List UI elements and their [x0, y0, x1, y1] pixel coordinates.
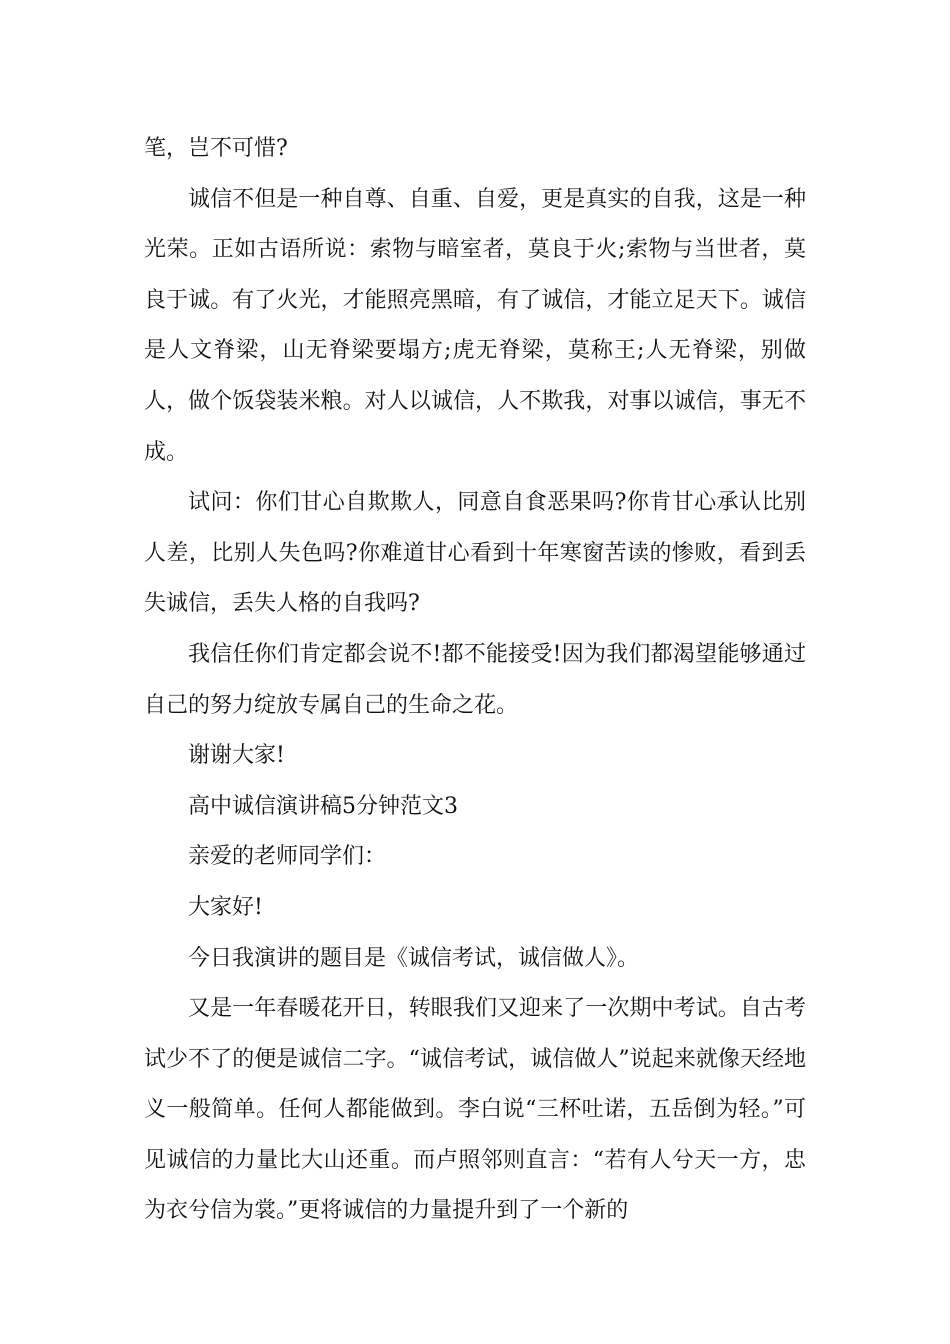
document-body: [144, 124, 806, 1237]
salutation: 亲爱的老师同学们：: [188, 844, 387, 870]
section-title: 高中诚信演讲稿5分钟范文3: [188, 793, 458, 819]
greeting: 大家好!: [188, 894, 263, 920]
speech-topic: 今日我演讲的题目是《诚信考试，诚信做人》。: [188, 945, 640, 971]
paragraph-1: 笔，岂不可惜?: [144, 136, 288, 161]
paragraph-3: 试问：你们甘心自欺欺人，同意自食恶果吗?你肯甘心承认比别人差，比别人失色吗?你难道甘心看到十年寒窗苦读的惨败，看到丢失诚信，丢失人格的自我吗?: [144, 490, 806, 617]
paragraph-2: 诚信不但是一种自尊、自重、自爱，更是真实的自我，这是一种光荣。正如古语所说：索物与暗室者，莫良于火;索物与当世者，莫良于诚。有了火光，才能照亮黑暗，有了诚信，才能立足天下。诚信是人文脊梁，山无脊梁要塌方;虎无脊梁，莫称王;人无脊梁，别做人，做个饭袋装米粮。对人以诚信，人不欺我，对事以诚信，事无不成。: [144, 186, 806, 465]
closing-thanks: 谢谢大家!: [188, 743, 285, 769]
paragraph-10: 又是一年春暖花开日，转眼我们又迎来了一次期中考试。自古考试少不了的便是诚信二字。“诚信考试，诚信做人”说起来就像天经地义一般简单。任何人都能做到。李白说“三杯吐诺，五岳倒为轻。”可见诚信的力量比大山还重。而卢照邻则直言：“若有人兮天一方，忠为衣兮信为裳。”更将诚信的力量提升到了一个新的: [144, 996, 806, 1224]
paragraph-4: 我信任你们肯定都会说不!都不能接受!因为我们都渴望能够通过自己的努力绽放专属自己的生命之花。: [144, 641, 806, 718]
